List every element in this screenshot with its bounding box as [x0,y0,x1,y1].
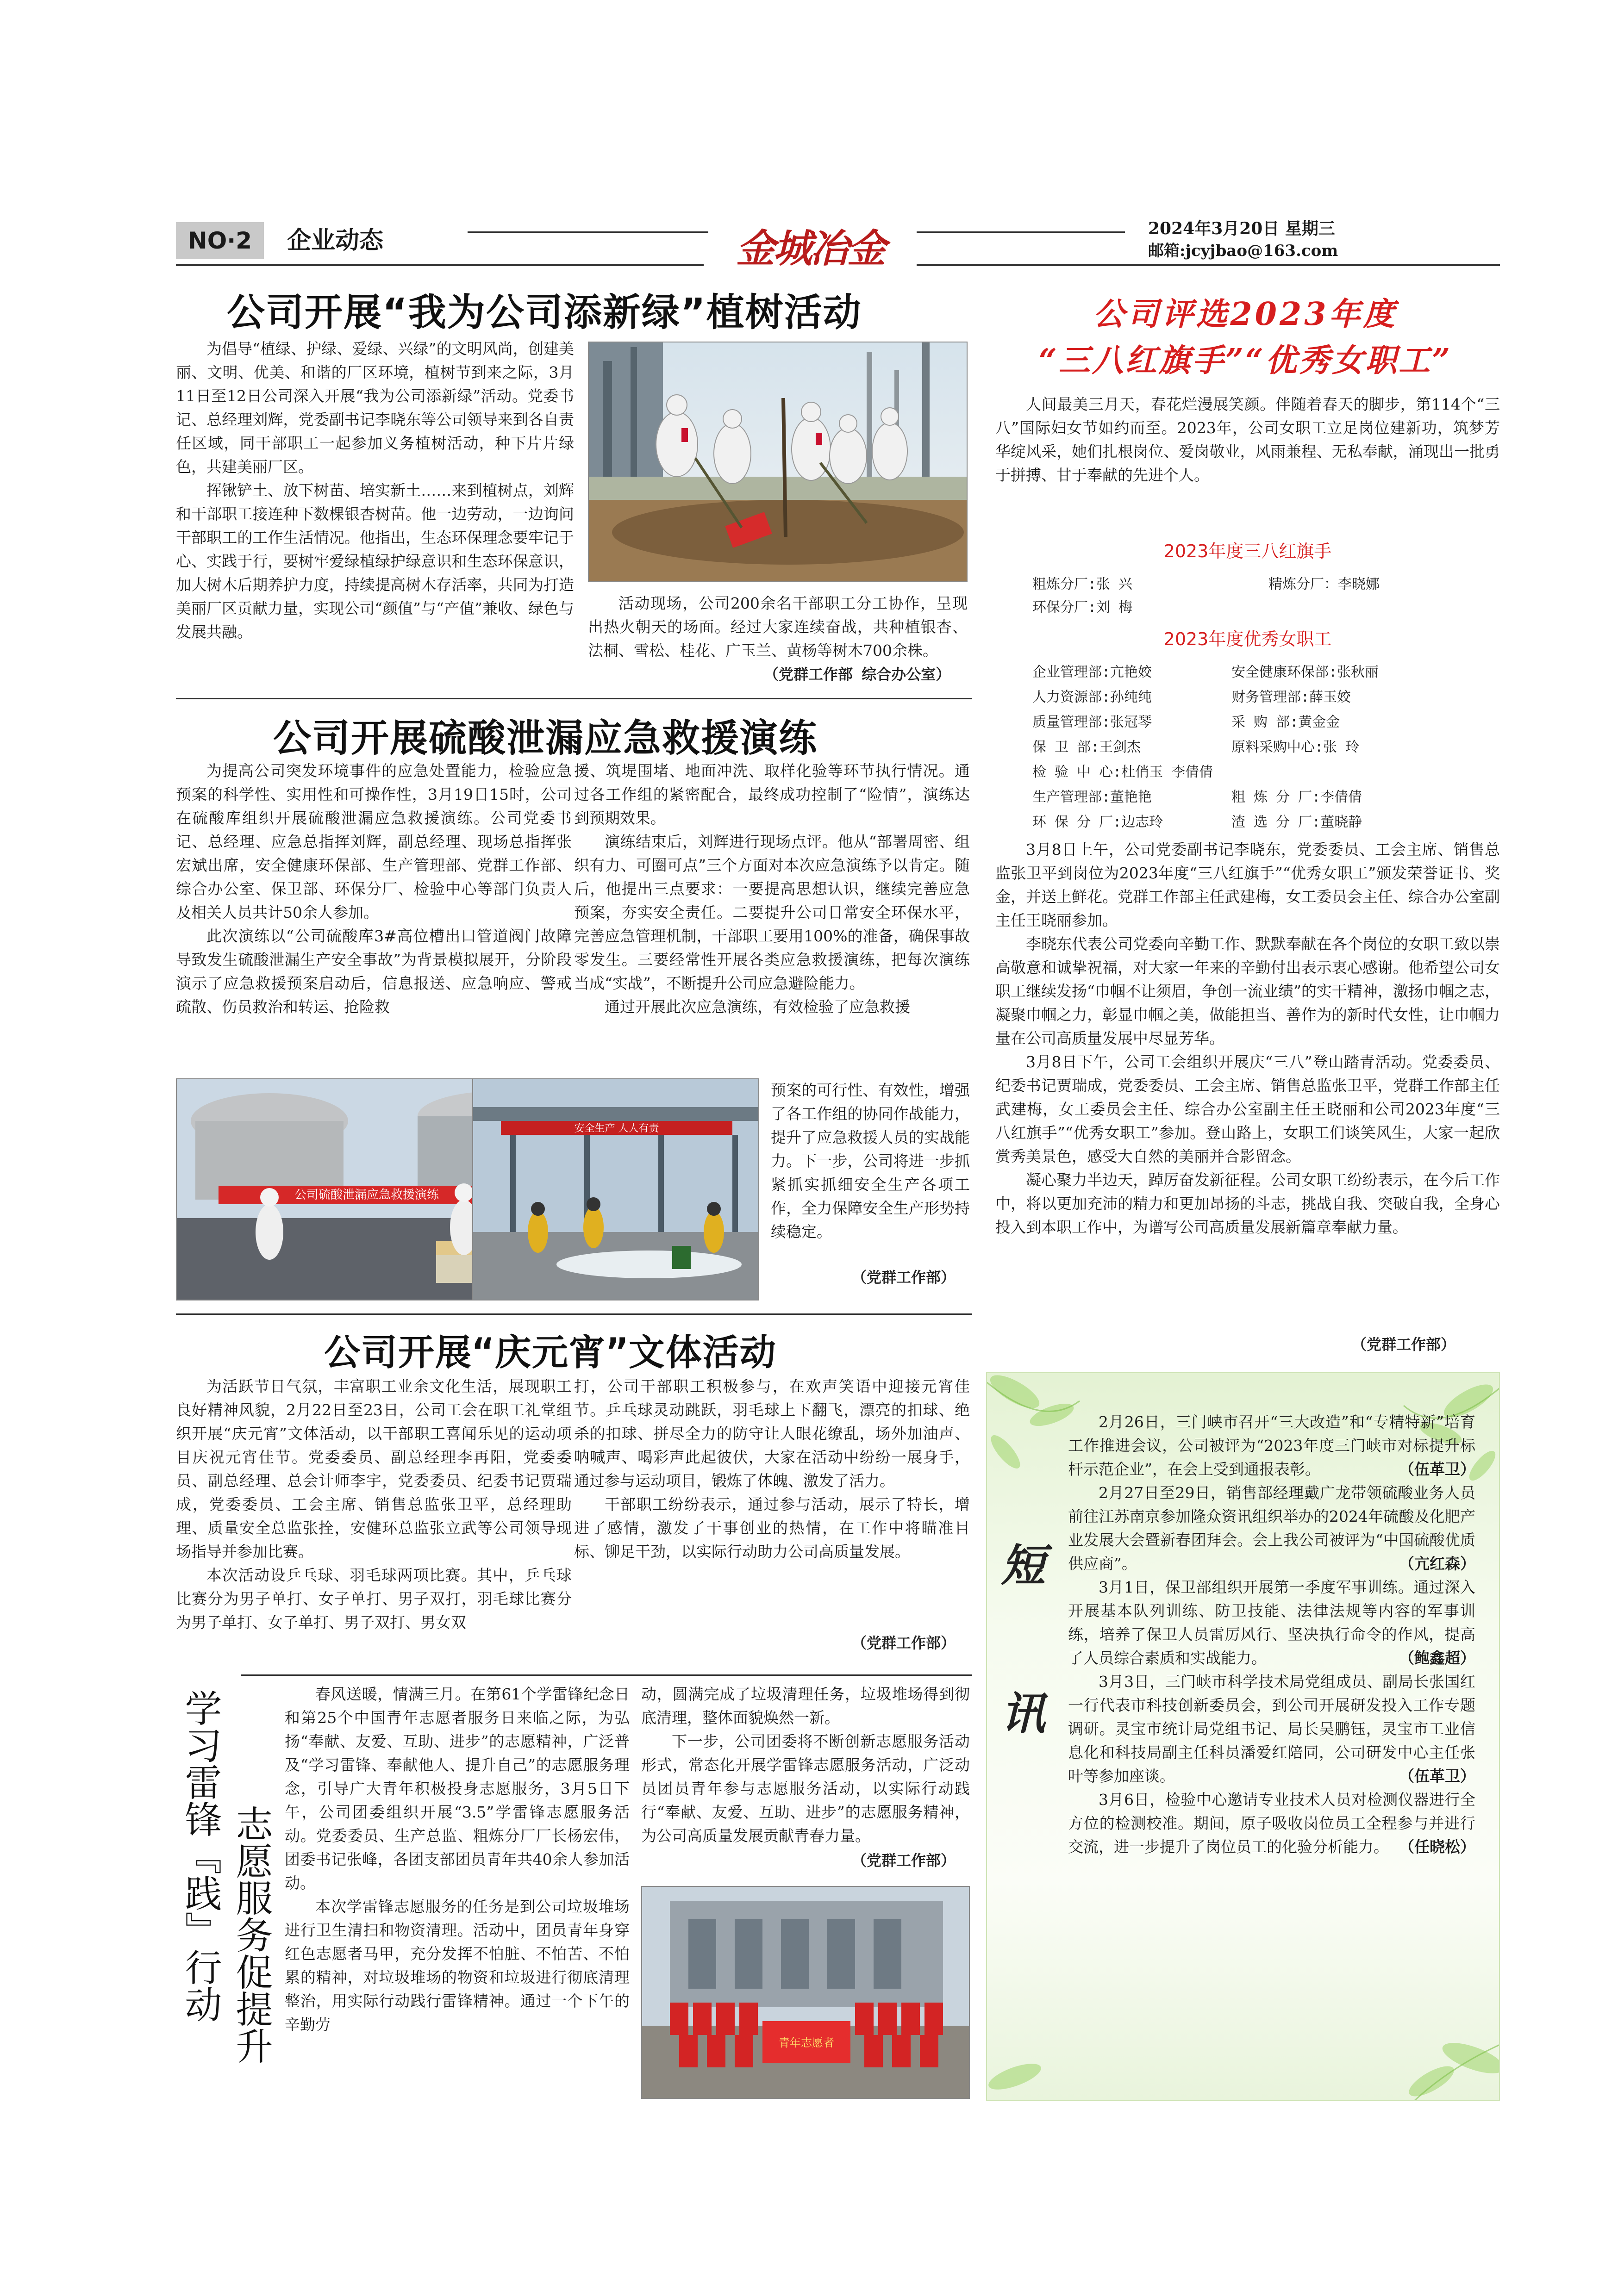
article-paragraph: 挥锹铲土、放下树苗、培实新土……来到植树点，刘辉和干部职工接连种下数棵银杏树苗。他一边劳动，一边询问干部职工的工作生活情况。他指出，生态环保理念要牢记于心、实践于行，要树牢爱绿植绿护绿意识和生态环保意识，加大树木后期养护力度，持续提高树木存活率，共同为打造美丽厂区贡献力量，实现公司“颜值”与“产值”兼收、绿色与发展共融。 [176,481,574,641]
brief-item [1068,1410,1475,1481]
article-women-awards-intro [995,392,1500,487]
photo-caption: 活动现场，公司200余名干部职工分工协作，呈现出热火朝天的场面。经过大家连续奋战，共种植银杏、法桐、雪松、桂花、广玉兰、黄杨等树木700余株。 [588,594,968,660]
divider [176,1313,972,1315]
article-acid-drill-col1 [176,759,572,1019]
award-entry: 保 卫 部:王剑杰 [1032,739,1141,755]
award-entry: 人力资源部:孙纯纯 [1032,689,1152,705]
issue-number: NO·2 [176,222,264,259]
article-signature: （党群工作部） [852,1634,956,1652]
acid-drill-photo-response-art [473,1079,759,1300]
article-paragraph: 本次活动设乒乓球、羽毛球两项比赛。其中，乒乓球比赛分为男子单打、女子单打、男子双打，羽毛球比赛分为男子单打、女子单打、男子双打、男女双 [176,1566,572,1631]
article-paragraph: 预案的可行性、有效性，增强了各工作组的协同作战能力，提升了应急救援人员的实战能力。下一步，公司将进一步抓紧抓实抓细安全生产各项工作，全力保障安全生产形势持续稳定。 [771,1081,970,1241]
drill-banner: 安全生产 人人有责 [574,1123,659,1134]
article-lei-feng-col2 [641,1682,970,1848]
article-lei-feng-title-a: 学习雷锋『践』行动 [179,1689,222,2022]
article-paragraph: 春风送暖，情满三月。在第61个学雷锋纪念日和第25个中国青年志愿者服务日来临之际，为弘扬“奉献、友爱、互助、进步”的志愿精神，广泛普及“学习雷锋、奉献他人、提升自己”的志愿服务理念，引导广大青年积极投身志愿服务，3月5日下午，公司团委组织开展“3.5”学雷锋志愿服务活动。党委委员、生产总监、粗炼分厂厂长杨宏伟，团委书记张峰，各团支部团员青年共40余人参加活动。 [285,1685,630,1892]
volunteer-banner: 青年志愿者 [779,2036,834,2049]
article-paragraph: 人间最美三月天，春花烂漫展笑颜。伴随着春天的脚步，第114个“三八”国际妇女节如约而至。2023年，公司女职工立足岗位建新功，筑梦芳华绽风采，她们扎根岗位、爱岗敬业，风雨兼程、无私奉献，涌现出一批勇于拼搏、甘于奉献的先进个人。 [995,395,1500,484]
header-rule-mid [468,231,708,233]
article-signature: （党群工作部） [1352,1336,1456,1353]
brief-news-list [1068,1410,1475,1859]
article-paragraph: 干部职工纷纷表示，通过参与活动，展示了特长，增进了感情，激发了干事创业的热情，在工作中将瞄准目标、铆足干劲，以实际行动助力公司高质量发展。 [574,1495,970,1561]
article-lantern-festival-col1 [176,1375,572,1634]
brief-item-text: 3月3日，三门峡市科学技术局党组成员、副局长张国红一行代表市科技创新委员会，到公司开展研发投入工作专题调研。灵宝市统计局党组书记、局长吴鹏钰，灵宝市工业信息化和科技局副主任科员潘爱红陪同，公司研发中心主任张叶等参加座谈。 [1068,1673,1475,1785]
article-paragraph: 演练结束后，刘辉进行现场点评。他从“部署周密、组织有力、可圈可点”三个方面对本次应急演练予以肯定。随后，他提出三点要求：一要提高思想认识，继续完善应急预案，夯实安全责任。二要提升公司日常安全环保水平，完善应急管理机制，干部职工要用100%的准备，确保事故零发生。三要经常性开展各类应急救援演练，把每次演练当成“实战”，不断提升公司应急避险能力。 [574,833,970,992]
article-signature: （党群工作部） [852,1852,956,1869]
acid-drill-photo-response [472,1078,759,1300]
award-entry: 环 保 分 厂:边志玲 [1032,814,1163,830]
award-entry: 生产管理部:董艳艳 [1032,789,1152,805]
article-acid-drill-col2 [574,759,970,1019]
award-entry: 采 购 部:黄金金 [1231,714,1340,730]
article-women-awards-title-b: “三八红旗手”“优秀女职工” [1038,342,1452,379]
brief-item-signature: （亢红森） [1399,1555,1475,1573]
article-signature: （党群工作部） [852,1269,956,1286]
article-paragraph: 为活跃节日气氛，丰富职工业余文化生活，展现职工良好精神风貌，2月22日至23日，公司工会在职工礼堂组织开展“庆元宵”文体活动，以干部职工喜闻乐见的运动项目庆祝元宵佳节。党委委员、副总经理李再阳，党委委员、副总经理、总会计师李宇，党委委员、纪委书记贾瑞成，党委委员、工会主席、销售总监张卫平，总经理助理、质量安全总监张拴，安健环总监张立武等公司领导现场指导并参加比赛。 [176,1377,572,1561]
award-entry: 企业管理部:亢艳姣 [1032,664,1152,680]
article-paragraph: 为提高公司突发环境事件的应急处置能力，检验应急预案的科学性、实用性和可操作性，3月19日15时，公司在硫酸库组织开展硫酸泄漏应急救援演练。公司党委书记、总经理、应急总指挥刘辉，副总经理、现场总指挥张宏斌出席，安全健康环保部、生产管理部、党群工作部、综合办公室、保卫部、环保分厂、检验中心等部门负责人及相关人员共计50余人参加。 [176,762,572,921]
article-lantern-festival-col2 [574,1375,970,1563]
brief-item [1068,1670,1475,1788]
brief-news-box [986,1372,1500,2101]
page-header [176,218,1500,271]
issue-date: 2024年3月20日 星期三 [1148,219,1335,238]
brief-item-signature: （伍革卫） [1399,1767,1475,1785]
tree-planting-caption [588,591,968,662]
brief-label-short: 短 [1001,1539,1045,1592]
article-paragraph: 援、筑堤围堵、地面冲洗、取样化验等环节执行情况。通过各工作组的紧密配合，最终成功控制了“险情”，演练达到预期效果。 [574,762,970,827]
award-entry: 质量管理部:张冠琴 [1032,714,1152,730]
article-paragraph: 本次学雷锋志愿服务的任务是到公司垃圾堆场进行卫生清扫和物资清理。活动中，团员青年身穿红色志愿者马甲，充分发挥不怕脏、不怕苦、不怕累的精神，对垃圾堆场的物资和垃圾进行彻底清理整治，用实际行动践行雷锋精神。通过一个下午的辛勤劳 [285,1898,630,2034]
header-rule-right-top [917,231,1125,233]
brief-item-text: 2月26日，三门峡市召开“三大改造”和“专精特新”培育工作推进会议，公司被评为“2023年度三门峡市对标提升标杆示范企业”，在会上受到通报表彰。 [1068,1413,1475,1478]
article-paragraph: 通过开展此次应急演练，有效检验了应急救援 [605,998,910,1016]
article-lei-feng-title-b: 志愿服务促提升 [230,1805,273,2064]
article-acid-drill-col2b [771,1078,970,1244]
tree-planting-photo-art [589,342,968,582]
article-lantern-festival-title: 公司开展“庆元宵”文体活动 [324,1332,777,1374]
brief-item-text: 3月1日，保卫部组织开展第一季度军事训练。通过深入开展基本队列训练、防卫技能、法律法规等内容的军事训练，培养了保卫人员雷厉风行、坚决执行命令的作风，提高了人员综合素质和实战能力。 [1068,1578,1475,1667]
brief-label-news: 讯 [1001,1687,1045,1740]
award-entry: 粗炼分厂:张 兴 [1032,576,1133,592]
article-paragraph: 3月8日上午，公司党委副书记李晓东，党委委员、工会主席、销售总监张卫平到岗位为2023年度“三八红旗手”“优秀女职工”颁发荣誉证书、奖金，并送上鲜花。党群工作部主任武建梅，女工委员会主任、综合办公室副主任王晓丽参加。 [995,840,1500,929]
article-paragraph: 打，公司干部职工积极参与，在欢声笑语中迎接元宵佳节。乒乓球灵动跳跃，羽毛球上下翻飞，漂亮的扣球、绝杀的扣球、拼尽全力的防守让人眼花缭乱，场外加油声、呐喊声、喝彩声此起彼伏，大家在活动中纷纷一展身手，通过参与运动项目，锻炼了体魄、激发了活力。 [574,1377,970,1490]
award-entry: 安全健康环保部:张秋丽 [1231,664,1379,680]
header-rule-left [176,264,704,266]
award-entry: 财务管理部:薛玉姣 [1231,689,1351,705]
brief-item-signature: （鲍鑫超） [1399,1649,1475,1667]
masthead-logo: 金城冶金 [736,225,884,271]
article-paragraph: 下一步，公司团委将不断创新志愿服务活动形式，常态化开展学雷锋志愿服务活动，广泛动员团员青年参与志愿服务活动，以实际行动践行“奉献、友爱、互助、进步”的志愿服务精神，为公司高质量发展贡献青春力量。 [641,1732,970,1845]
brief-item-text: 3月6日，检验中心邀请专业技术人员对检测仪器进行全方位的检测校准。期间，原子吸收岗位员工全程参与并进行交流，进一步提升了岗位员工的化验分析能力。 [1068,1791,1475,1856]
article-paragraph: 凝心聚力半边天，踔厉奋发新征程。公司女职工纷纷表示，在今后工作中，将以更加充沛的精力和更加昂扬的斗志，挑战自我、突破自我，全身心投入到本职工作中，为谱写公司高质量发展新篇章奉献力量。 [995,1171,1500,1236]
article-lei-feng-col1 [285,1682,630,2036]
brief-item [1068,1788,1475,1859]
award-entry: 渣 选 分 厂:董晓静 [1231,814,1362,830]
volunteer-group-photo-art [642,1887,970,2099]
article-paragraph: 3月8日下午，公司工会组织开展庆“三八”登山踏青活动。党委委员、纪委书记贾瑞成，党委委员、工会主席、销售总监张卫平，党群工作部主任武建梅，女工委员会主任、综合办公室副主任王晓丽和公司2023年度“三八红旗手”“优秀女职工”参加。登山路上，女职工们谈笑风生，大家一起欣赏秀美景色，感受大自然的美丽并合影留念。 [995,1053,1500,1165]
contact-email: 邮箱:jcyjbao@163.com [1148,242,1338,260]
brief-item-signature: （伍革卫） [1399,1460,1475,1478]
article-signature: （党群工作部 综合办公室） [764,666,951,683]
award-entry: 检 验 中 心:杜俏玉 李倩倩 [1032,764,1213,780]
tree-planting-photo [588,342,968,582]
award-heading-red-flag: 2023年度三八红旗手 [1163,541,1332,561]
article-women-awards-body [995,838,1500,1239]
brief-item [1068,1575,1475,1670]
article-acid-drill-title: 公司开展硫酸泄漏应急救援演练 [273,716,818,760]
brief-item-text: 2月27日至29日，销售部经理戴广龙带领硫酸业务人员前往江苏南京参加隆众资讯组织举办的2024年硫酸及化肥产业发展大会暨新春团拜会。会上我公司被评为“中国硫酸优质供应商”。 [1068,1484,1475,1573]
award-heading-outstanding: 2023年度优秀女职工 [1163,629,1332,649]
drill-banner: 公司硫酸泄漏应急救援演练 [294,1188,439,1202]
header-rule-right [917,264,1500,266]
award-entry: 原料采购中心:张 玲 [1231,739,1360,755]
section-name: 企业动态 [287,227,384,255]
brief-item-signature: （任晓松） [1399,1838,1475,1856]
article-paragraph: 此次演练以“公司硫酸库3#高位槽出口管道阀门故障导致发生硫酸泄漏生产安全事故”为背景模拟展开，分阶段演示了应急救援预案启动后，信息报送、应急响应、警戒疏散、伤员救治和转运、抢险救 [176,927,572,1016]
article-paragraph: 李晓东代表公司党委向辛勤工作、默默奉献在各个岗位的女职工致以崇高敬意和诚挚祝福，对大家一年来的辛勤付出表示衷心感谢。他希望公司女职工继续发扬“巾帼不让须眉，争创一流业绩”的实干精神，激扬巾帼之志，凝聚巾帼之力，彰显巾帼之美，做能担当、善作为的新时代女性，让巾帼力量在公司高质量发展中尽显芳华。 [995,935,1500,1047]
article-paragraph: 动，圆满完成了垃圾清理任务，垃圾堆场得到彻底清理，整体面貌焕然一新。 [641,1685,970,1727]
divider [176,698,972,699]
award-entry: 环保分厂:刘 梅 [1032,599,1133,616]
article-tree-planting-body [176,337,574,644]
article-paragraph: 为倡导“植绿、护绿、爱绿、兴绿”的文明风尚，创建美丽、文明、优美、和谐的厂区环境，植树节到来之际，3月11日至12日公司深入开展“我为公司添新绿”活动。党委书记、总经理刘辉，党委副书记李晓东等公司领导来到各自责任区域，同干部职工一起参加义务植树活动，种下片片绿色，共建美丽厂区。 [176,340,574,476]
article-women-awards-title-a: 公司评选2023年度 [1093,296,1398,333]
divider [241,1674,972,1676]
brief-item [1068,1481,1475,1575]
award-entry: 精炼分厂：李晓娜 [1268,576,1380,592]
article-tree-planting-title: 公司开展“我为公司添新绿”植树活动 [227,291,862,335]
award-entry: 粗 炼 分 厂:李倩倩 [1231,789,1362,805]
volunteer-group-photo [641,1886,970,2099]
